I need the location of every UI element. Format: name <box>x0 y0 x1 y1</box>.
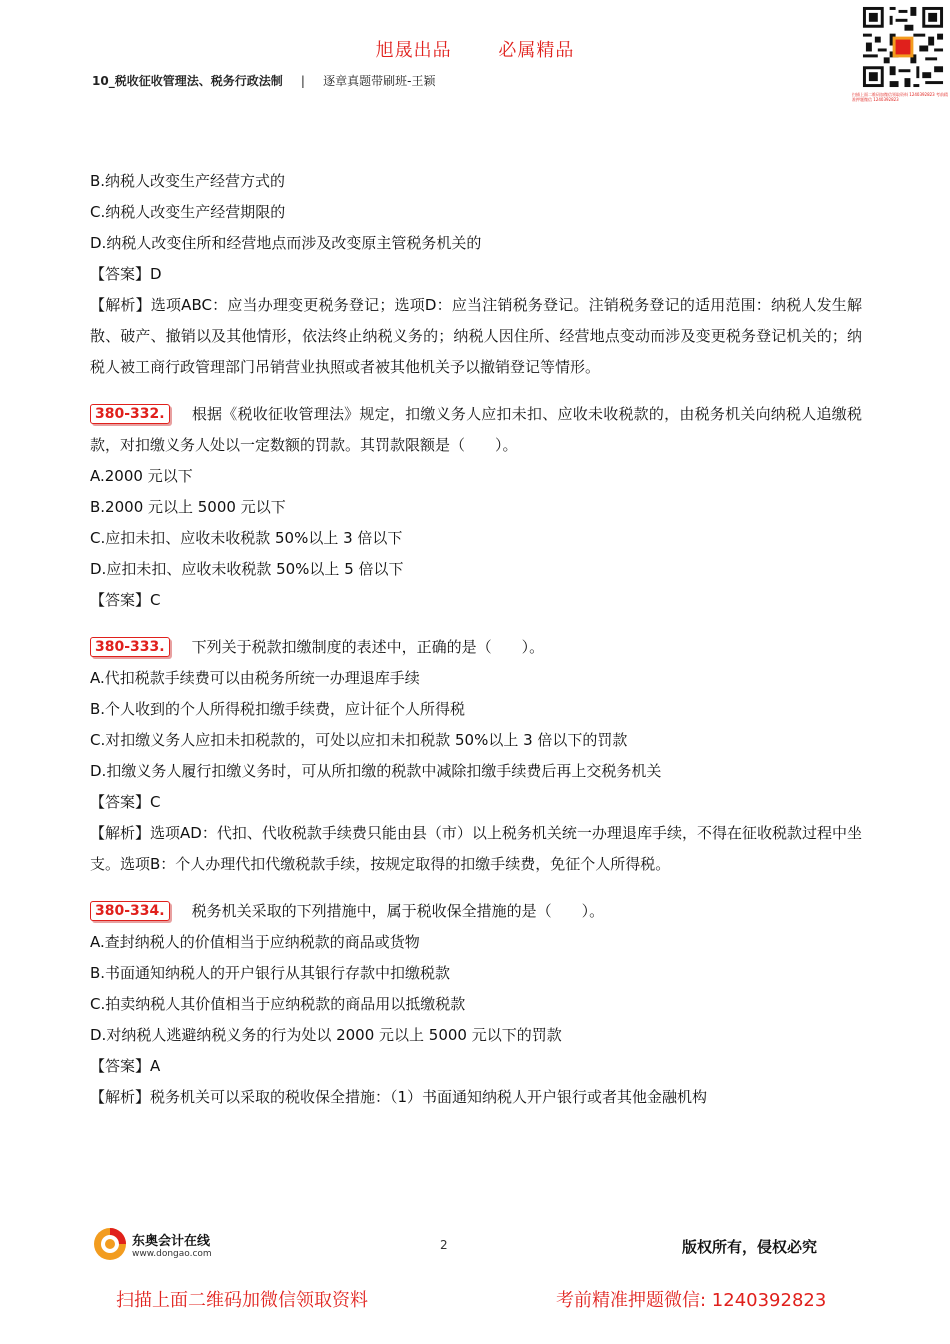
document-body <box>90 166 862 1113</box>
logo-name: 东奥会计在线 <box>132 1234 211 1249</box>
footer-wechat-notice: 考前精准押题微信: 1240392823 <box>556 1290 827 1311</box>
logo-url: www.dongao.com <box>132 1249 212 1259</box>
slogan-left: 旭晟出品 <box>375 40 452 61</box>
question-number-badge: 380-334. <box>90 901 170 921</box>
question-334-option-d: D.对纳税人逃避纳税义务的行为处以 2000 元以上 5000 元以下的罚款 <box>90 1026 562 1044</box>
header-slogan <box>0 36 950 62</box>
intro-option-c: C.纳税人改变生产经营期限的 <box>90 203 286 221</box>
page-header <box>92 72 435 89</box>
intro-option-d: D.纳税人改变住所和经营地点而涉及改变原主管税务机关的 <box>90 234 482 252</box>
question-333-option-c: C.对扣缴义务人应扣未扣税款的，可处以应扣未扣税款 50%以上 3 倍以下的罚款 <box>90 731 628 749</box>
question-333-option-a: A.代扣税款手续费可以由税务所统一办理退库手续 <box>90 669 420 687</box>
question-number-badge: 380-333. <box>90 637 170 657</box>
question-334-answer: 【答案】A <box>90 1057 161 1075</box>
header-separator: | <box>300 74 305 88</box>
question-333-option-d: D.扣缴义务人履行扣缴义务时，可从所扣缴的税款中减除扣缴手续费后再上交税务机关 <box>90 762 662 780</box>
question-334-option-a: A.查封纳税人的价值相当于应纳税款的商品或货物 <box>90 933 420 951</box>
question-332-option-b: B.2000 元以上 5000 元以下 <box>90 498 286 516</box>
footer-qr-notice: 扫描上面二维码加微信领取资料 <box>116 1290 368 1311</box>
question-stem-text: 根据《税收征收管理法》规定，扣缴义务人应扣未扣、应收未收税款的，由税务机关向纳税人追缴税款，对扣缴义务人处以一定数额的罚款。其罚款限额是（ ）。 <box>90 405 862 454</box>
copyright-notice: 版权所有，侵权必究 <box>682 1238 818 1256</box>
question-333-option-b: B.个人收到的个人所得税扣缴手续费，应计征个人所得税 <box>90 700 466 718</box>
question-number-badge: 380-332. <box>90 404 170 424</box>
question-stem-text: 税务机关采取的下列措施中，属于税收保全措施的是（ ）。 <box>191 902 605 920</box>
dongao-logo <box>92 1222 232 1268</box>
question-334-stem <box>90 896 862 927</box>
intro-analysis: 【解析】选项ABC：应当办理变更税务登记；选项D：应当注销税务登记。注销税务登记的适用范围：纳税人发生解散、破产、撤销以及其他情形，依法终止纳税义务的；纳税人因住所、经营地点变动而涉及变更税务登记机关的；纳税人被工商行政管理部门吊销营业执照或者被其他机关予以撤销登记等情形。 <box>90 296 862 376</box>
question-332-option-d: D.应扣未扣、应收未收税款 50%以上 5 倍以下 <box>90 560 404 578</box>
question-stem-text: 下列关于税款扣缴制度的表述中，正确的是（ ）。 <box>191 638 545 656</box>
question-332-option-a: A.2000 元以下 <box>90 467 193 485</box>
page-number: 2 <box>440 1238 448 1252</box>
question-334-analysis: 【解析】税务机关可以采取的税收保全措施：（1）书面通知纳税人开户银行或者其他金融机构 <box>90 1088 708 1106</box>
question-333-analysis: 【解析】选项AD：代扣、代收税款手续费只能由县（市）以上税务机关统一办理退库手续，不得在征收税款过程中坐支。选项B：个人办理代扣代缴税款手续，按规定取得的扣缴手续费，免征个人所得税。 <box>90 824 862 873</box>
intro-option-b: B.纳税人改变生产经营方式的 <box>90 172 286 190</box>
chapter-title: 10_税收征收管理法、税务行政法制 <box>92 74 283 88</box>
question-334-option-c: C.拍卖纳税人其价值相当于应纳税款的商品用以抵缴税款 <box>90 995 466 1013</box>
course-title: 逐章真题带刷班-王颖 <box>323 74 436 88</box>
logo-mark-icon <box>92 1226 128 1262</box>
qr-code-icon <box>860 4 946 90</box>
question-334-option-b: B.书面通知纳税人的开户银行从其银行存款中扣缴税款 <box>90 964 451 982</box>
question-332-option-c: C.应扣未扣、应收未收税款 50%以上 3 倍以下 <box>90 529 403 547</box>
question-333-stem <box>90 632 862 663</box>
intro-answer: 【答案】D <box>90 265 162 283</box>
question-333-answer: 【答案】C <box>90 793 161 811</box>
question-332-stem <box>90 399 862 461</box>
qr-caption: 扫描上面二维码加微信领取资料 1240392823 考前精准押题微信 1240392823 <box>852 92 948 102</box>
slogan-right: 必属精品 <box>498 40 575 61</box>
question-332-answer: 【答案】C <box>90 591 161 609</box>
